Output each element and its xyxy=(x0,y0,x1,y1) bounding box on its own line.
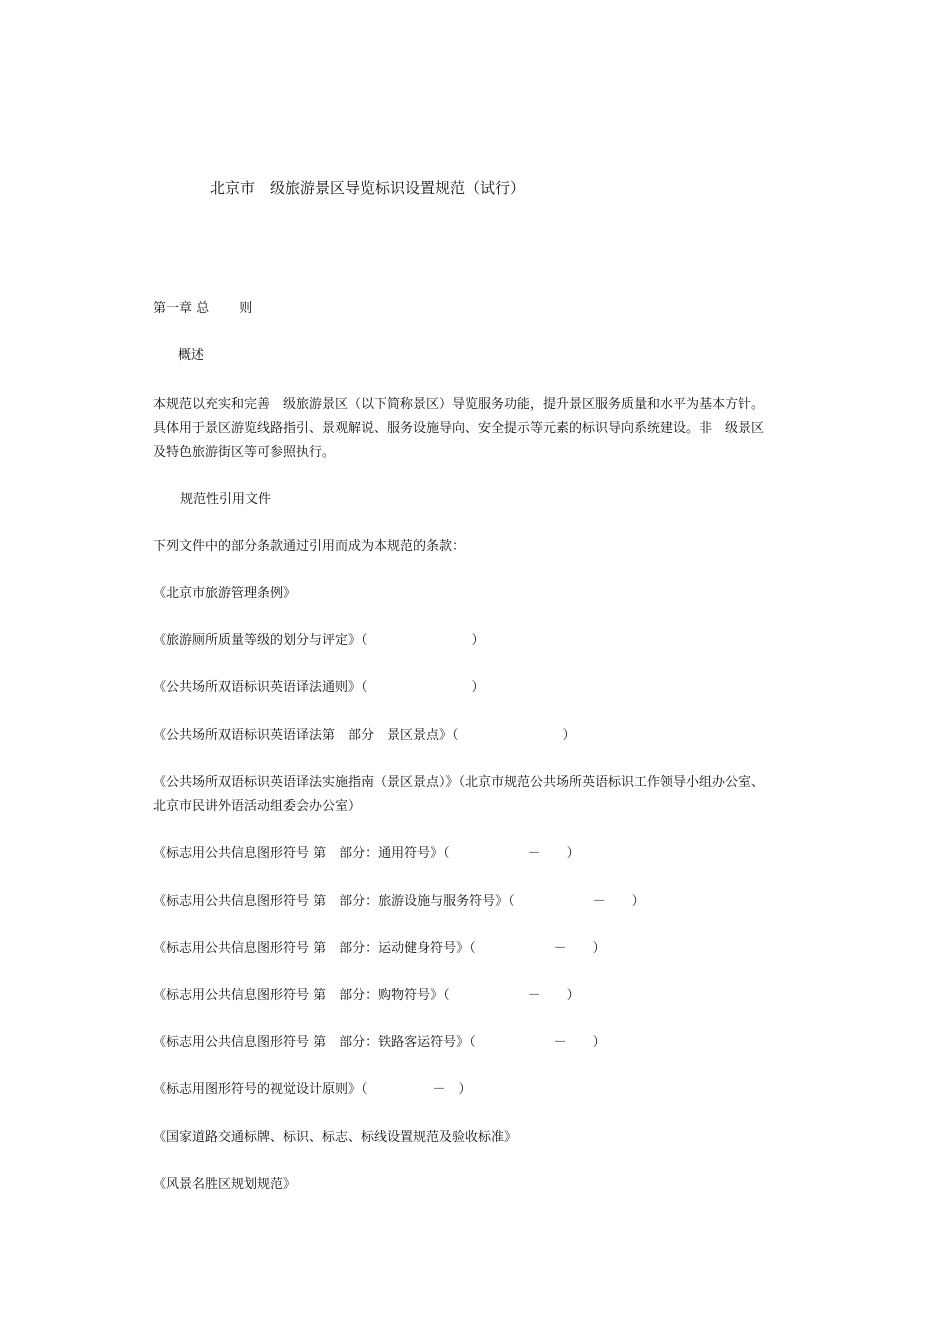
reference-item: 《北京市旅游管理条例》 xyxy=(153,586,297,601)
reference-item: 《标志用公共信息图形符号 第 部分：铁路客运符号》（ － ） xyxy=(153,1035,606,1050)
reference-item: 《标志用公共信息图形符号 第 部分：旅游设施与服务符号》（ － ） xyxy=(153,894,645,909)
reference-item: 《标志用公共信息图形符号 第 部分：运动健身符号》（ － ） xyxy=(153,941,606,956)
overview-line: 及特色旅游街区等可参照执行。 xyxy=(153,445,336,460)
references-intro: 下列文件中的部分条款通过引用而成为本规范的条款： xyxy=(153,539,466,554)
reference-item: 《标志用公共信息图形符号 第 部分：购物符号》（ － ） xyxy=(153,988,580,1003)
reference-item: 《公共场所双语标识英语译法第 部分 景区景点》（ ） xyxy=(153,728,576,743)
document-title: 北京市 级旅游景区导览标识设置规范（试行） xyxy=(210,179,526,197)
reference-item-continued: 北京市民讲外语活动组委会办公室） xyxy=(153,799,362,814)
overview-paragraph xyxy=(153,393,813,465)
section-heading-overview: 概述 xyxy=(178,348,205,363)
reference-item: 《公共场所双语标识英语译法通则》（ ） xyxy=(153,680,485,695)
section-heading-references: 规范性引用文件 xyxy=(180,492,272,507)
reference-item: 《风景名胜区规划规范》 xyxy=(153,1177,297,1192)
reference-item: 《标志用图形符号的视觉设计原则》（ － ） xyxy=(153,1082,472,1097)
overview-line: 本规范以充实和完善 级旅游景区（以下简称景区）导览服务功能，提升景区服务质量和水平为基本方针。 xyxy=(153,397,765,412)
reference-item: 《旅游厕所质量等级的划分与评定》（ ） xyxy=(153,633,485,648)
reference-item: 《公共场所双语标识英语译法实施指南（景区景点）》（北京市规范公共场所英语标识工作领导小组办公室、 xyxy=(153,775,765,790)
reference-item: 《标志用公共信息图形符号 第 部分：通用符号》（ － ） xyxy=(153,846,580,861)
chapter-heading: 第一章 总 则 xyxy=(153,301,253,316)
overview-line: 具体用于景区游览线路指引、景观解说、服务设施导向、安全提示等元素的标识导向系统建设。非 级景区 xyxy=(153,421,765,436)
reference-item: 《国家道路交通标牌、标识、标志、标线设置规范及验收标准》 xyxy=(153,1130,518,1145)
